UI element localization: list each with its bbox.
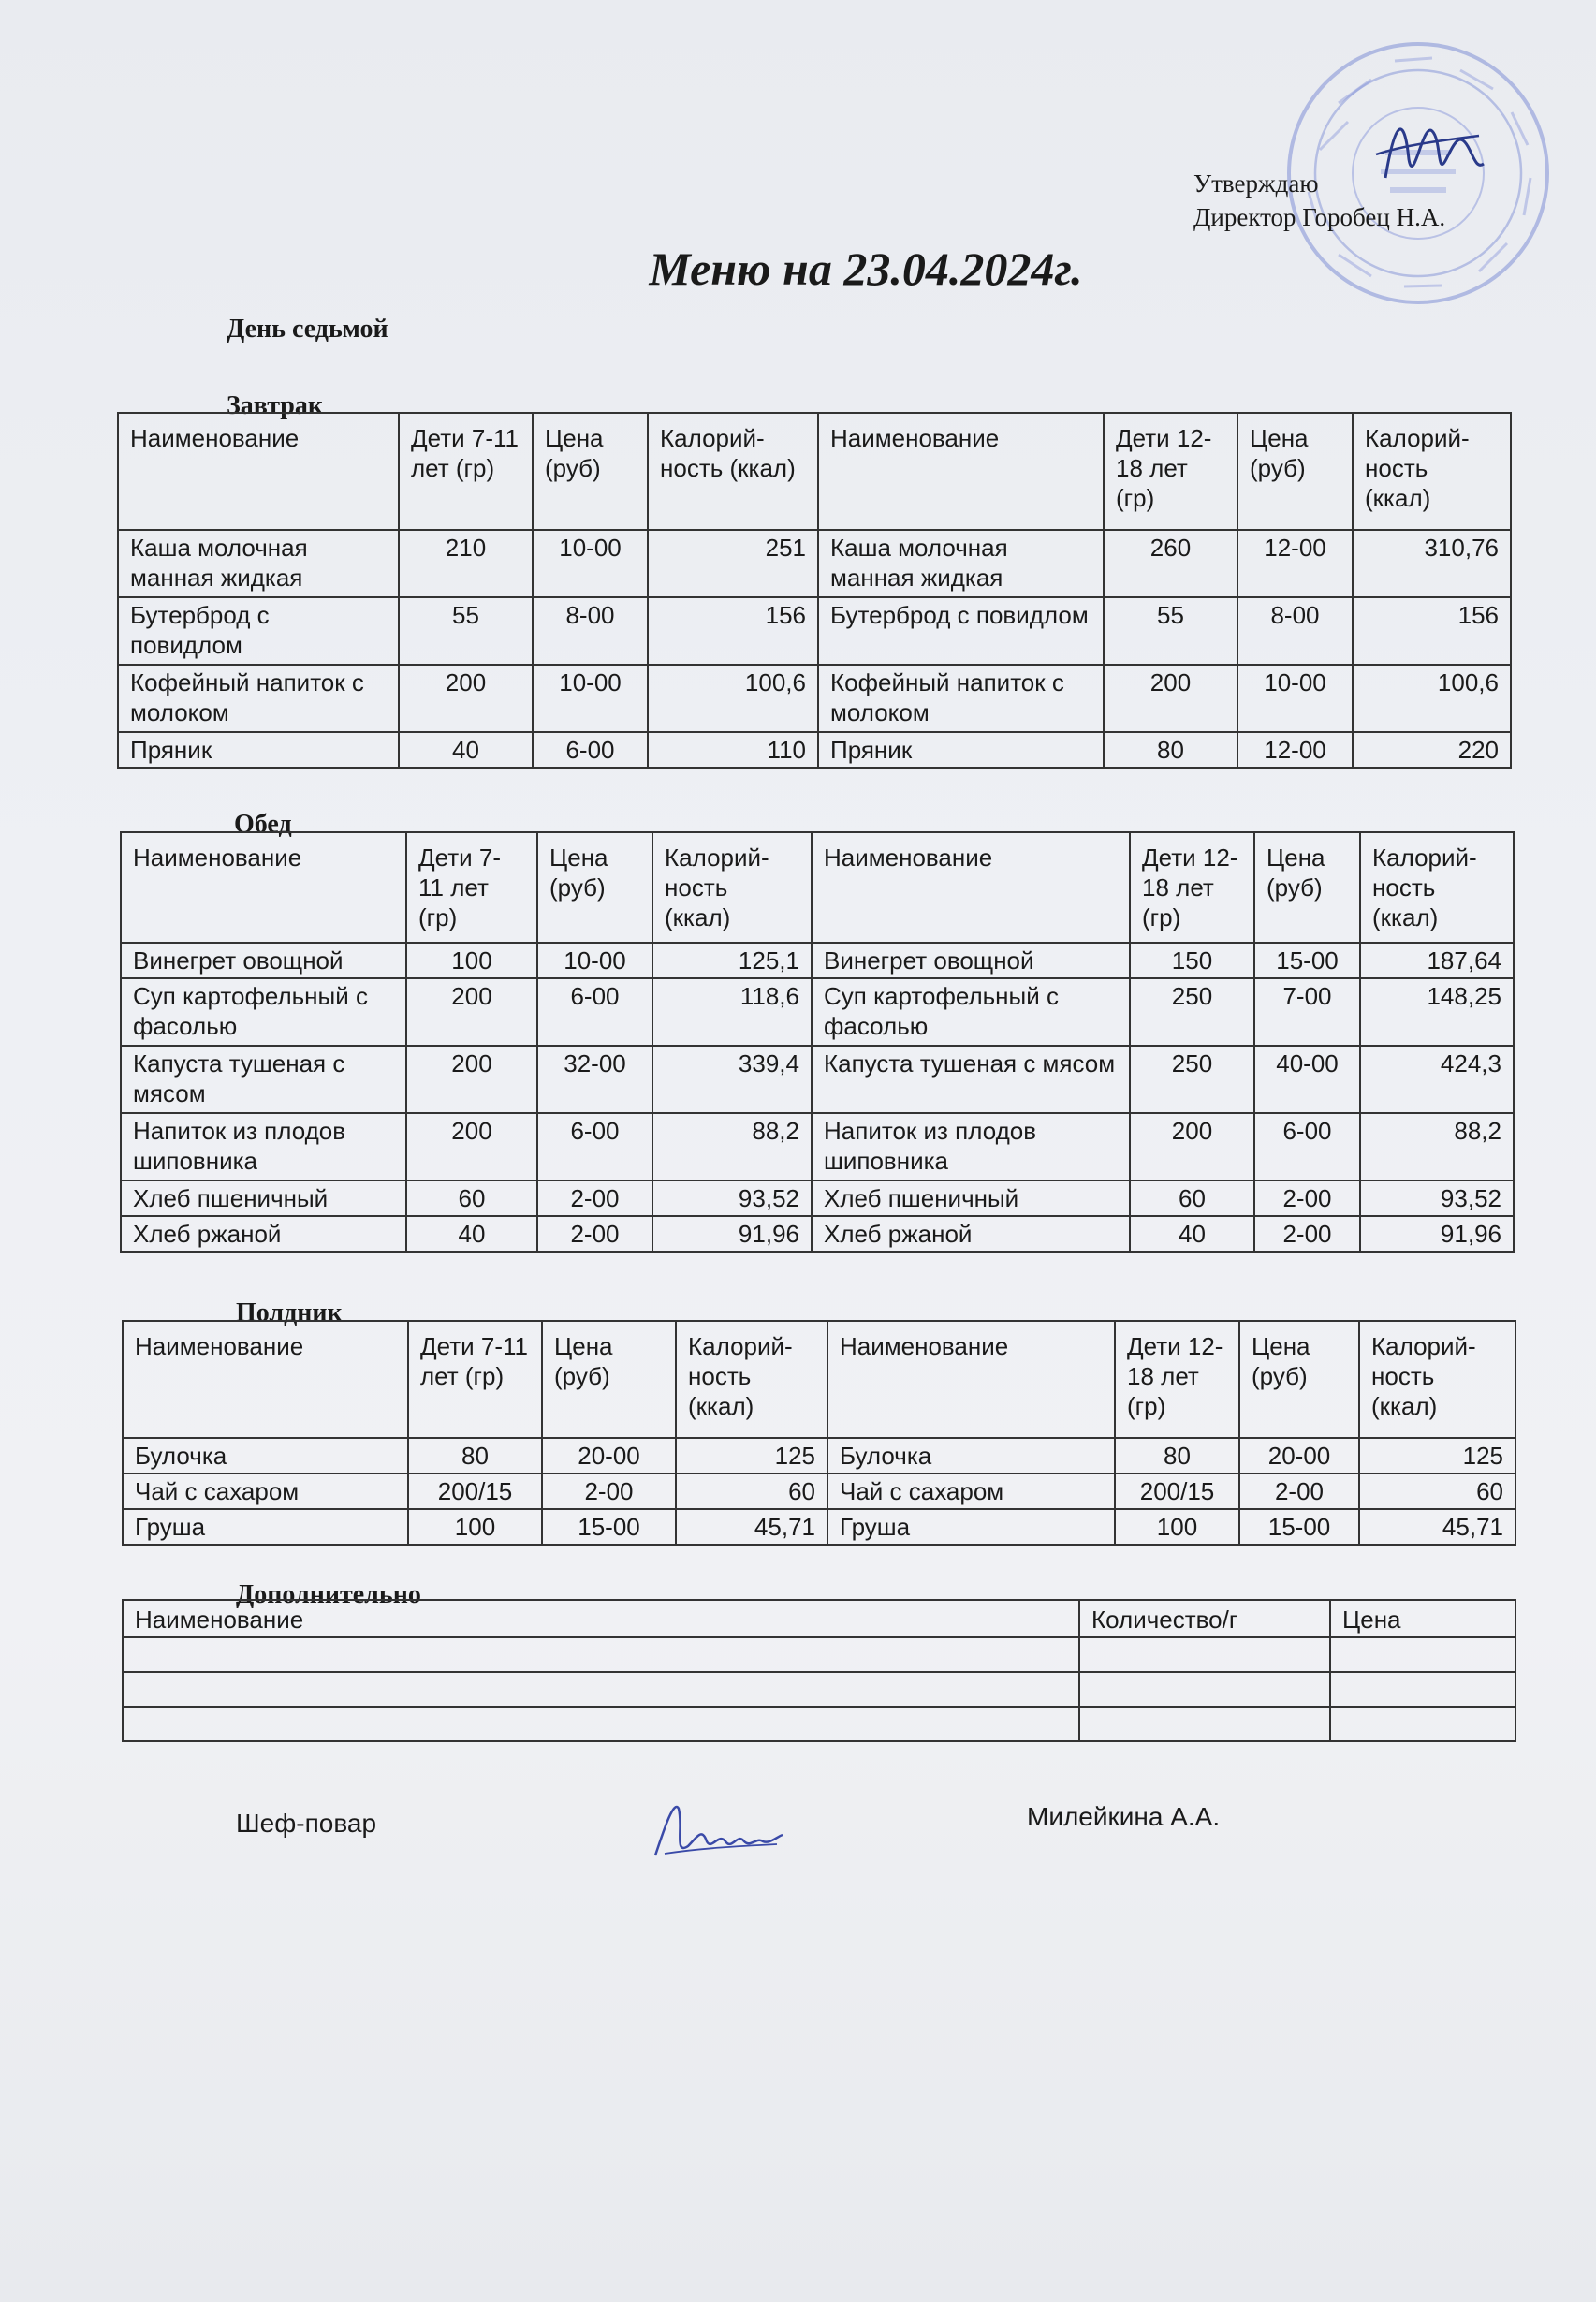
chef-name: Милейкина А.А. bbox=[1027, 1802, 1221, 1831]
portion-old: 40 bbox=[1130, 1216, 1254, 1252]
price-old: 10-00 bbox=[1237, 665, 1353, 732]
calories-young: 339,4 bbox=[652, 1046, 812, 1113]
price-young: 10-00 bbox=[533, 665, 648, 732]
price-young: 15-00 bbox=[542, 1509, 676, 1545]
price-young: 6-00 bbox=[533, 732, 648, 768]
calories-old: 91,96 bbox=[1360, 1216, 1514, 1252]
col-header-price: Цена (руб) bbox=[542, 1321, 676, 1438]
dish-name: Хлеб ржаной bbox=[812, 1216, 1130, 1252]
price-old: 7-00 bbox=[1254, 978, 1360, 1046]
table-row bbox=[121, 1113, 1514, 1180]
dish-name: Пряник bbox=[118, 732, 399, 768]
table-row bbox=[123, 1672, 1515, 1707]
dish-name: Груша bbox=[827, 1509, 1115, 1545]
price-old: 40-00 bbox=[1254, 1046, 1360, 1113]
price-old: 20-00 bbox=[1239, 1438, 1359, 1474]
portion-young: 100 bbox=[406, 943, 537, 978]
col-header-kids-old: Дети 12-18 лет (гр) bbox=[1130, 832, 1254, 943]
extra-table bbox=[122, 1599, 1516, 1742]
portion-young: 200 bbox=[406, 1113, 537, 1180]
col-header-quantity: Количество/г bbox=[1079, 1600, 1330, 1637]
calories-young: 156 bbox=[648, 597, 818, 665]
table-row bbox=[121, 943, 1514, 978]
dish-name: Груша bbox=[123, 1509, 408, 1545]
col-header-price: Цена (руб) bbox=[1237, 413, 1353, 530]
dish-name: Суп картофельный с фасолью bbox=[121, 978, 406, 1046]
portion-old: 80 bbox=[1104, 732, 1237, 768]
price-young: 2-00 bbox=[542, 1474, 676, 1509]
calories-young: 251 bbox=[648, 530, 818, 597]
calories-young: 93,52 bbox=[652, 1180, 812, 1216]
price-old: 6-00 bbox=[1254, 1113, 1360, 1180]
portion-old: 250 bbox=[1130, 978, 1254, 1046]
portion-old: 250 bbox=[1130, 1046, 1254, 1113]
calories-young: 110 bbox=[648, 732, 818, 768]
page-title: Меню на 23.04.2024г. bbox=[649, 242, 1083, 295]
calories-young: 60 bbox=[676, 1474, 827, 1509]
portion-old: 200 bbox=[1130, 1113, 1254, 1180]
dish-name: Напиток из плодов шиповника bbox=[121, 1113, 406, 1180]
dish-name: Бутерброд с повидлом bbox=[818, 597, 1104, 665]
calories-old: 45,71 bbox=[1359, 1509, 1515, 1545]
day-label: День седьмой bbox=[227, 315, 388, 344]
price-young: 32-00 bbox=[537, 1046, 652, 1113]
col-header-name: Наименование bbox=[123, 1600, 1079, 1637]
calories-old: 93,52 bbox=[1360, 1180, 1514, 1216]
calories-young: 125,1 bbox=[652, 943, 812, 978]
price-old: 15-00 bbox=[1254, 943, 1360, 978]
portion-old: 60 bbox=[1130, 1180, 1254, 1216]
col-header-price: Цена (руб) bbox=[537, 832, 652, 943]
dish-name: Капуста тушеная с мясом bbox=[812, 1046, 1130, 1113]
col-header-price: Цена (руб) bbox=[1254, 832, 1360, 943]
price-old: 12-00 bbox=[1237, 732, 1353, 768]
col-header-price: Цена bbox=[1330, 1600, 1515, 1637]
table-row bbox=[123, 1707, 1515, 1741]
table-row bbox=[121, 1216, 1514, 1252]
dish-name: Кофейный напиток с молоком bbox=[118, 665, 399, 732]
dish-name: Хлеб ржаной bbox=[121, 1216, 406, 1252]
col-header-kids-old: Дети 12-18 лет (гр) bbox=[1115, 1321, 1239, 1438]
calories-old: 148,25 bbox=[1360, 978, 1514, 1046]
calories-old: 156 bbox=[1353, 597, 1511, 665]
col-header-calories: Калорий-ность (ккал) bbox=[676, 1321, 827, 1438]
col-header-kids-young: Дети 7-11 лет (гр) bbox=[406, 832, 537, 943]
portion-old: 200/15 bbox=[1115, 1474, 1239, 1509]
dish-name: Напиток из плодов шиповника bbox=[812, 1113, 1130, 1180]
price-young: 6-00 bbox=[537, 978, 652, 1046]
portion-old: 200 bbox=[1104, 665, 1237, 732]
col-header-name: Наименование bbox=[123, 1321, 408, 1438]
table-row bbox=[123, 1637, 1515, 1672]
dish-name: Чай с сахаром bbox=[827, 1474, 1115, 1509]
col-header-kids-young: Дети 7-11 лет (гр) bbox=[399, 413, 533, 530]
breakfast-table bbox=[117, 412, 1512, 769]
col-header-price: Цена (руб) bbox=[533, 413, 648, 530]
price-old: 15-00 bbox=[1239, 1509, 1359, 1545]
chef-label: Шеф-повар bbox=[236, 1809, 377, 1838]
approval-block bbox=[1193, 167, 1445, 234]
calories-young: 118,6 bbox=[652, 978, 812, 1046]
dish-name: Бутерброд с повидлом bbox=[118, 597, 399, 665]
dish-name: Кофейный напиток с молоком bbox=[818, 665, 1104, 732]
price-young: 20-00 bbox=[542, 1438, 676, 1474]
dish-name: Булочка bbox=[123, 1438, 408, 1474]
portion-young: 80 bbox=[408, 1438, 542, 1474]
col-header-price: Цена (руб) bbox=[1239, 1321, 1359, 1438]
col-header-kids-young: Дети 7-11 лет (гр) bbox=[408, 1321, 542, 1438]
portion-young: 210 bbox=[399, 530, 533, 597]
table-row bbox=[118, 597, 1511, 665]
director-name: Директор Горобец Н.А. bbox=[1193, 203, 1446, 231]
col-header-calories: Калорий-ность (ккал) bbox=[1359, 1321, 1515, 1438]
calories-young: 88,2 bbox=[652, 1113, 812, 1180]
price-young: 2-00 bbox=[537, 1180, 652, 1216]
calories-young: 100,6 bbox=[648, 665, 818, 732]
price-old: 2-00 bbox=[1254, 1180, 1360, 1216]
calories-old: 88,2 bbox=[1360, 1113, 1514, 1180]
portion-old: 80 bbox=[1115, 1438, 1239, 1474]
calories-young: 125 bbox=[676, 1438, 827, 1474]
portion-young: 200/15 bbox=[408, 1474, 542, 1509]
table-row bbox=[121, 1046, 1514, 1113]
section-label-lunch: Обед bbox=[234, 810, 292, 839]
price-young: 10-00 bbox=[533, 530, 648, 597]
calories-old: 125 bbox=[1359, 1438, 1515, 1474]
dish-name: Винегрет овощной bbox=[812, 943, 1130, 978]
calories-young: 91,96 bbox=[652, 1216, 812, 1252]
col-header-name: Наименование bbox=[818, 413, 1104, 530]
portion-old: 55 bbox=[1104, 597, 1237, 665]
portion-young: 100 bbox=[408, 1509, 542, 1545]
table-row bbox=[123, 1474, 1515, 1509]
portion-young: 60 bbox=[406, 1180, 537, 1216]
price-old: 2-00 bbox=[1239, 1474, 1359, 1509]
col-header-name: Наименование bbox=[118, 413, 399, 530]
section-label-snack: Полдник bbox=[236, 1298, 343, 1327]
col-header-kids-old: Дети 12-18 лет (гр) bbox=[1104, 413, 1237, 530]
col-header-calories: Калорий-ность (ккал) bbox=[652, 832, 812, 943]
table-row bbox=[118, 732, 1511, 768]
portion-young: 200 bbox=[399, 665, 533, 732]
price-old: 12-00 bbox=[1237, 530, 1353, 597]
col-header-calories: Калорий-ность (ккал) bbox=[1353, 413, 1511, 530]
dish-name: Булочка bbox=[827, 1438, 1115, 1474]
calories-old: 187,64 bbox=[1360, 943, 1514, 978]
dish-name: Чай с сахаром bbox=[123, 1474, 408, 1509]
portion-old: 150 bbox=[1130, 943, 1254, 978]
portion-young: 55 bbox=[399, 597, 533, 665]
col-header-calories: Калорий-ность (ккал) bbox=[1360, 832, 1514, 943]
col-header-calories: Калорий-ность (ккал) bbox=[648, 413, 818, 530]
calories-old: 310,76 bbox=[1353, 530, 1511, 597]
portion-young: 40 bbox=[399, 732, 533, 768]
price-old: 8-00 bbox=[1237, 597, 1353, 665]
price-young: 10-00 bbox=[537, 943, 652, 978]
portion-young: 40 bbox=[406, 1216, 537, 1252]
table-row bbox=[123, 1509, 1515, 1545]
portion-old: 260 bbox=[1104, 530, 1237, 597]
price-young: 2-00 bbox=[537, 1216, 652, 1252]
section-label-extra: Дополнительно bbox=[236, 1580, 421, 1609]
dish-name: Суп картофельный с фасолью bbox=[812, 978, 1130, 1046]
price-old: 2-00 bbox=[1254, 1216, 1360, 1252]
table-row bbox=[121, 1180, 1514, 1216]
calories-old: 424,3 bbox=[1360, 1046, 1514, 1113]
col-header-name: Наименование bbox=[827, 1321, 1115, 1438]
calories-old: 220 bbox=[1353, 732, 1511, 768]
col-header-name: Наименование bbox=[812, 832, 1130, 943]
portion-old: 100 bbox=[1115, 1509, 1239, 1545]
dish-name: Каша молочная манная жидкая bbox=[818, 530, 1104, 597]
calories-old: 60 bbox=[1359, 1474, 1515, 1509]
dish-name: Капуста тушеная с мясом bbox=[121, 1046, 406, 1113]
dish-name: Каша молочная манная жидкая bbox=[118, 530, 399, 597]
price-young: 6-00 bbox=[537, 1113, 652, 1180]
table-row bbox=[121, 978, 1514, 1046]
dish-name: Пряник bbox=[818, 732, 1104, 768]
calories-old: 100,6 bbox=[1353, 665, 1511, 732]
calories-young: 45,71 bbox=[676, 1509, 827, 1545]
approval-label: Утверждаю bbox=[1193, 169, 1319, 198]
portion-young: 200 bbox=[406, 1046, 537, 1113]
chef-signature bbox=[646, 1790, 786, 1865]
dish-name: Винегрет овощной bbox=[121, 943, 406, 978]
lunch-table bbox=[120, 831, 1515, 1253]
dish-name: Хлеб пшеничный bbox=[121, 1180, 406, 1216]
portion-young: 200 bbox=[406, 978, 537, 1046]
table-row bbox=[118, 665, 1511, 732]
dish-name: Хлеб пшеничный bbox=[812, 1180, 1130, 1216]
section-label-breakfast: Завтрак bbox=[227, 391, 324, 420]
table-row bbox=[123, 1438, 1515, 1474]
price-young: 8-00 bbox=[533, 597, 648, 665]
table-row bbox=[118, 530, 1511, 597]
col-header-name: Наименование bbox=[121, 832, 406, 943]
snack-table bbox=[122, 1320, 1516, 1546]
